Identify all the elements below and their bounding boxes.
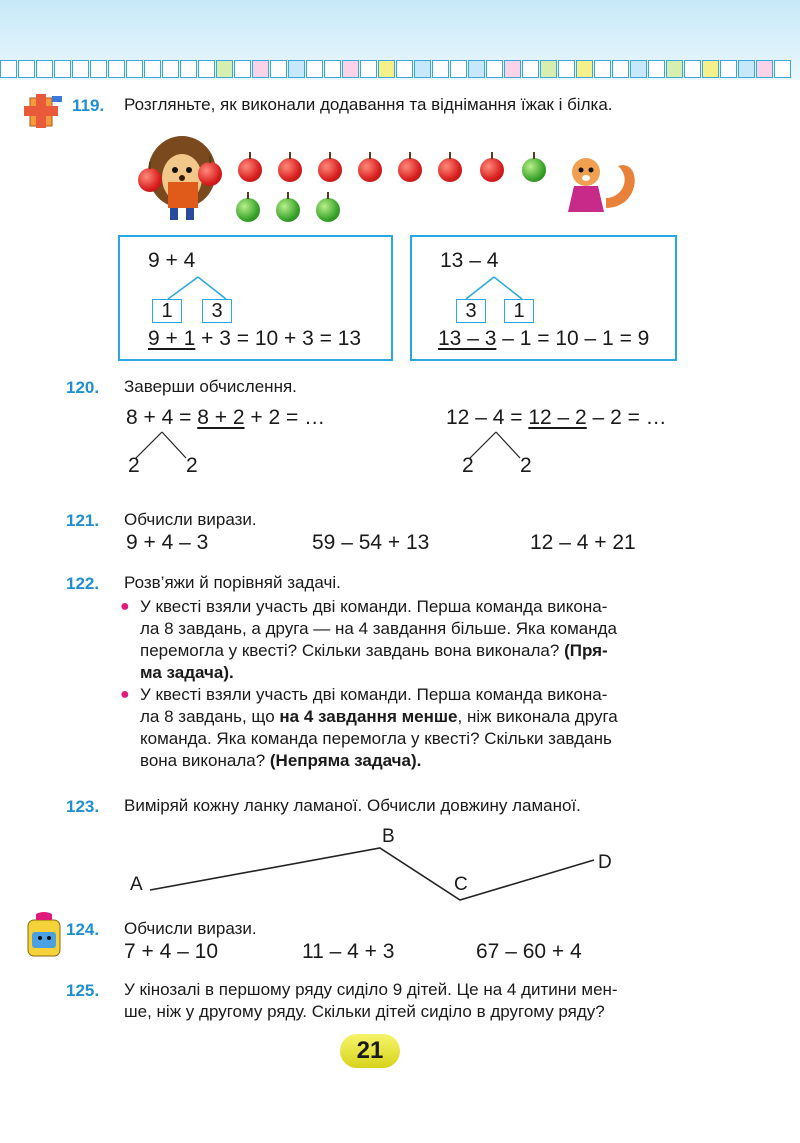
p2-l2a: ла 8 завдань, що (140, 707, 280, 726)
point-label-a: A (130, 874, 143, 895)
exercise-121-number: 121. (66, 511, 100, 530)
exercise-119-text: Розгляньте, як виконали додавання та віднімання їжак і білка. (124, 95, 613, 114)
page-number-badge: 21 (340, 1034, 400, 1068)
decorative-square (0, 60, 17, 78)
point-label-c: C (454, 874, 468, 895)
p2-l2c: , ніж виконала друга (457, 707, 618, 726)
left-cell-2: 3 (202, 299, 232, 323)
decorative-squares (0, 60, 800, 80)
decorative-square (414, 60, 431, 78)
apple-red (138, 168, 162, 192)
apple-green (236, 198, 260, 222)
problem-direct (140, 596, 700, 684)
decorative-square (270, 60, 287, 78)
exercise-123-text: Виміряй кожну ланку ламаної. Обчисли довжину ламаної. (124, 796, 581, 815)
point-label-b: B (382, 826, 395, 847)
ex120-right-split-2: 2 (520, 454, 532, 477)
decorative-square (486, 60, 503, 78)
right-underlined-part: 13 – 3 (438, 327, 497, 350)
ex120-right-expression (446, 406, 667, 430)
decorative-square (234, 60, 251, 78)
decorative-square (522, 60, 539, 78)
p2-line-4 (140, 750, 700, 772)
decorative-square (648, 60, 665, 78)
ex120-left-expression (126, 406, 325, 430)
decorative-square (504, 60, 521, 78)
ex120-left-underlined: 8 + 2 (197, 406, 245, 429)
p2-line-2 (140, 706, 700, 728)
decorative-square (252, 60, 269, 78)
decorative-square (126, 60, 143, 78)
exercise-125-number: 125. (66, 981, 100, 1000)
decorative-square (702, 60, 719, 78)
apple-green (316, 198, 340, 222)
p2-l2b-bold: на 4 завдання менше (279, 707, 458, 726)
decorative-square (216, 60, 233, 78)
bullet-2: ● (120, 686, 130, 703)
problem-indirect (140, 684, 700, 772)
decorative-square (324, 60, 341, 78)
ex125-line-1: У кінозалі в першому ряду сиділо 9 дітей. Це на 4 дитини мен- (124, 980, 618, 999)
decorative-square (54, 60, 71, 78)
ex120-right-c: – 2 = … (586, 406, 667, 429)
decorative-square (468, 60, 485, 78)
decorative-square (342, 60, 359, 78)
decorative-square (360, 60, 377, 78)
exercise-123-number: 123. (66, 797, 100, 816)
exercise-124-number: 124. (66, 920, 100, 939)
decorative-square (756, 60, 773, 78)
decorative-square (612, 60, 629, 78)
p1-bold-1: (Пря- (564, 641, 608, 660)
p1-line-3-text: перемогла у квесті? Скільки завдань вона виконала? (140, 641, 560, 660)
decorative-square (576, 60, 593, 78)
bullet-1: ● (120, 598, 130, 615)
left-solution-line (148, 327, 361, 351)
apple-red (438, 158, 462, 182)
decorative-square (18, 60, 35, 78)
decorative-square (36, 60, 53, 78)
ex124-expr-2: 11 – 4 + 3 (302, 940, 395, 963)
apple-red (238, 158, 262, 182)
left-underlined-part: 9 + 1 (148, 327, 196, 350)
exercise-119-number: 119. (72, 96, 105, 115)
p2-l4-text: вона виконала? (140, 751, 266, 770)
apple-red (480, 158, 504, 182)
exercise-125-text (124, 979, 724, 1023)
ex120-right-a: 12 – 4 = (446, 406, 529, 429)
decorative-square (450, 60, 467, 78)
ex121-expr-2: 59 – 54 + 13 (312, 531, 430, 554)
ex120-left-split-1: 2 (128, 454, 140, 477)
left-expression: 9 + 4 (148, 249, 196, 272)
decorative-square (540, 60, 557, 78)
ex121-expr-1: 9 + 4 – 3 (126, 531, 209, 554)
hedgehog-solution-box (118, 235, 393, 361)
exercise-122-number: 122. (66, 574, 100, 593)
ex120-left-split-2: 2 (186, 454, 198, 477)
apple-red (398, 158, 422, 182)
right-expression: 13 – 4 (440, 249, 499, 272)
ex124-expr-1: 7 + 4 – 10 (124, 940, 218, 963)
exercise-120-text: Заверши обчислення. (124, 377, 297, 396)
ex120-right-split-1: 2 (462, 454, 474, 477)
left-branch-lines (160, 275, 240, 301)
ex120-left-c: + 2 = … (244, 406, 326, 429)
exercise-124-text: Обчисли вирази. (124, 919, 257, 938)
decorative-square (180, 60, 197, 78)
decorative-square (306, 60, 323, 78)
apple-red (318, 158, 342, 182)
p2-bold: (Непряма задача). (269, 751, 422, 770)
ex125-line-2: ше, ніж у другому ряду. Скільки дітей сиділо в другому ряду? (124, 1002, 605, 1021)
exercise-121-text: Обчисли вирази. (124, 510, 257, 529)
p1-line-3 (140, 640, 700, 662)
apple-green (522, 158, 546, 182)
apple-red (278, 158, 302, 182)
decorative-square (630, 60, 647, 78)
decorative-square (738, 60, 755, 78)
decorative-square (90, 60, 107, 78)
left-rest: + 3 = 10 + 3 = 13 (195, 327, 362, 350)
decorative-square (72, 60, 89, 78)
p2-line-1: У квесті взяли участь дві команди. Перша команда викона- (140, 685, 608, 704)
right-cell-2: 1 (504, 299, 534, 323)
right-cell-1: 3 (456, 299, 486, 323)
p2-line-3: команда. Яка команда перемогла у квесті? Скільки завдань (140, 729, 612, 748)
decorative-square (594, 60, 611, 78)
right-solution-line (438, 327, 649, 351)
right-branch-lines (456, 275, 536, 301)
exercise-122-text: Розв’яжи й порівняй задачі. (124, 573, 341, 592)
decorative-square (720, 60, 737, 78)
point-label-d: D (598, 852, 612, 873)
squirrel-solution-box (410, 235, 677, 361)
apple-red (198, 162, 222, 186)
decorative-square (288, 60, 305, 78)
p1-bold-2: ма задача). (140, 663, 234, 682)
decorative-square (144, 60, 161, 78)
decorative-square (774, 60, 791, 78)
decorative-square (558, 60, 575, 78)
decorative-square (108, 60, 125, 78)
p1-line-2: ла 8 завдань, а друга — на 4 завдання більше. Яка команда (140, 619, 618, 638)
p1-line-1: У квесті взяли участь дві команди. Перша команда викона- (140, 597, 608, 616)
ex120-left-a: 8 + 4 = (126, 406, 198, 429)
polyline-figure (0, 820, 800, 910)
decorative-square (198, 60, 215, 78)
decorative-square (162, 60, 179, 78)
decorative-square (378, 60, 395, 78)
decorative-square (432, 60, 449, 78)
ex124-expr-3: 67 – 60 + 4 (476, 940, 582, 963)
decorative-square (684, 60, 701, 78)
apple-red (358, 158, 382, 182)
apple-green (276, 198, 300, 222)
math-signs-icon (22, 94, 64, 130)
squirrel-illustration (556, 148, 642, 220)
decorative-square (666, 60, 683, 78)
exercise-120-number: 120. (66, 378, 100, 397)
ex121-expr-3: 12 – 4 + 21 (530, 531, 636, 554)
decorative-square (396, 60, 413, 78)
right-rest: – 1 = 10 – 1 = 9 (496, 327, 650, 350)
left-cell-1: 1 (152, 299, 182, 323)
ex120-right-underlined: 12 – 2 (528, 406, 587, 429)
backpack-icon (22, 912, 66, 958)
